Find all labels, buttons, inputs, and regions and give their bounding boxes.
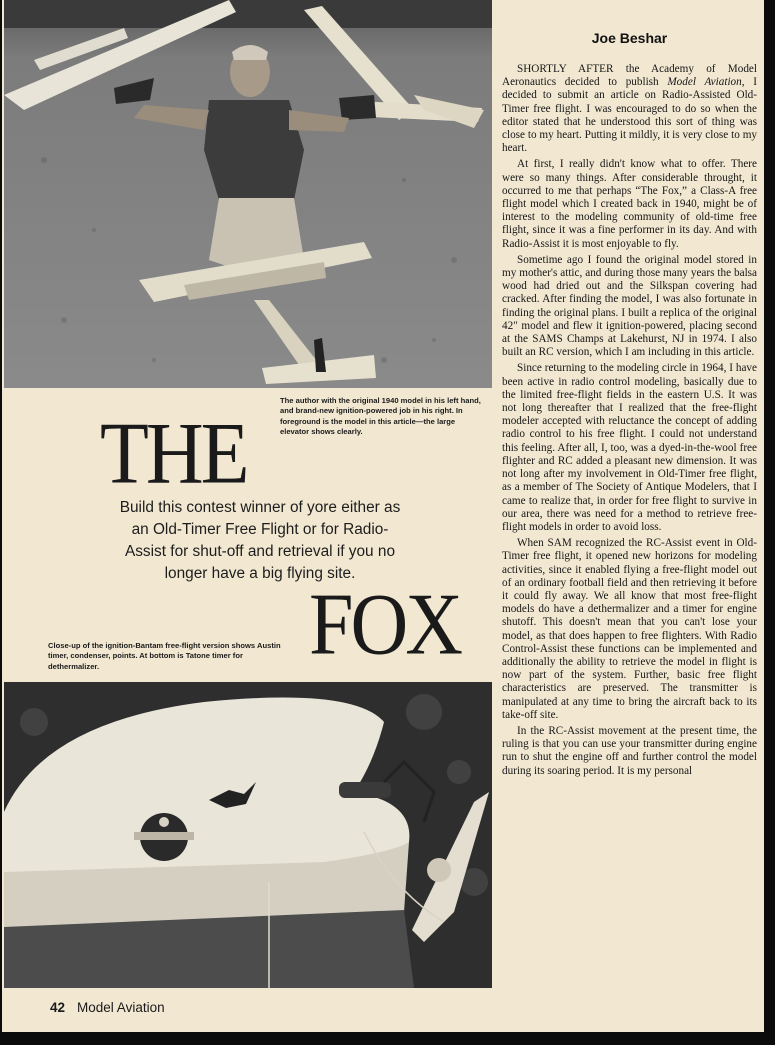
body-paragraph: At first, I really didn't know what to offer. There were so many things. After considerable throught, it occurred to me that perhaps “The Fox,” a Class-A free flight model which I created back in 1940, might be of interest to the modeling community of old-time free flight, since it was a fine performer in its day. And with Radio-Assist it is most enjoyable to fly.: [502, 158, 757, 250]
photo-author-with-models: [4, 0, 492, 388]
body-text: , I decided to submit an article on Radio-Assisted Old-Timer free flight. I was encouraged to do so when the editor stated that he understood this sort of thing was close to my heart. Putting it mildly, it is very close to my heart.: [502, 76, 757, 155]
page-footer: [50, 1000, 165, 1015]
photo-caption-top: The author with the original 1940 model in his left hand, and brand-new ignition-powered job in his right. In foreground is the model in this article—the large elevator shows clearly.: [280, 396, 481, 436]
page-number: 42: [50, 1000, 66, 1015]
magazine-page: [2, 0, 764, 1032]
article-deck: Build this contest winner of yore either as an Old-Timer Free Flight or for Radio-Assist for shut-off and retrieval if you no longer have a big flying site.: [119, 499, 401, 582]
article-title-fox: FOX: [309, 576, 461, 674]
body-paragraph: In the RC-Assist movement at the present time, the ruling is that you can use your transmitter during engine run to shut the engine off and further control the model during its soaring period. It is my personal: [502, 724, 757, 777]
body-text: the Academy of Model Aeronautics decided to publish: [502, 63, 757, 89]
publication-name: Model Aviation: [77, 1000, 165, 1015]
byline-author: Joe Beshar: [591, 30, 668, 46]
article-body: [502, 63, 757, 781]
photo-ignition-closeup: [4, 682, 492, 988]
body-paragraph: Sometime ago I found the original model stored in my mother's attic, and during those many years the balsa wood had dried out and the Silkspan covering had cracked. After finding the model, I was also fortunate in finding the original plans. I built a replica of the original 42″ model and flew it ignition-powered, placing second at the SAMS Champs at Lakehurst, NJ in 1974. I also built an RC version, which I am including in this article.: [502, 253, 757, 359]
magazine-name: Model Aviation: [667, 76, 742, 89]
body-paragraph: When SAM recognized the RC-Assist event in Old-Timer free flight, it opened new horizons for modeling activities, since it enabled flying a free-flight model out of an ordinary football field and then retrieving it before it could fly away. We all know that most free-flight models do have a dethermalizer and a timer for engine shutoff. This doesn't mean that you can't lose your model, as that does happen to free flighters. With Radio Control-Assist these functions can be implemented and additionally the ability to retrieve the model in flight is now part of the system. Further, basic free flight characteristics are preserved. The transmitter is manipulated at any time to bring the aircraft back to its take-off site.: [502, 537, 757, 721]
article-title-the: THE: [100, 405, 247, 503]
body-paragraph: Since returning to the modeling circle in 1964, I have been active in radio control modeling, basically due to the limited free-flight fields in the eastern U.S. It was not long thereafter that I realized that the free-flight modeler accepted with reluctance the concept of adding radio control to his free flight. I could not understand this feeling. After all, I, too, was a dyed-in-the-wool free flighter and RC added a pleasant new dimension. It was not long after my involvement in Old-Timer free flight, as a member of The Society of Antique Modelers, that I came to realize that, in order for free flight to survive in our area, there was need for a method to retrieve free-flight models in order to avoid loss.: [502, 362, 757, 533]
lead-in: SHORTLY AFTER: [517, 63, 614, 75]
photo-caption-bottom: Close-up of the ignition-Bantam free-flight version shows Austin timer, condenser, points. At bottom is Tatone timer for dethermalizer.: [48, 641, 281, 671]
body-paragraph: [502, 63, 757, 155]
